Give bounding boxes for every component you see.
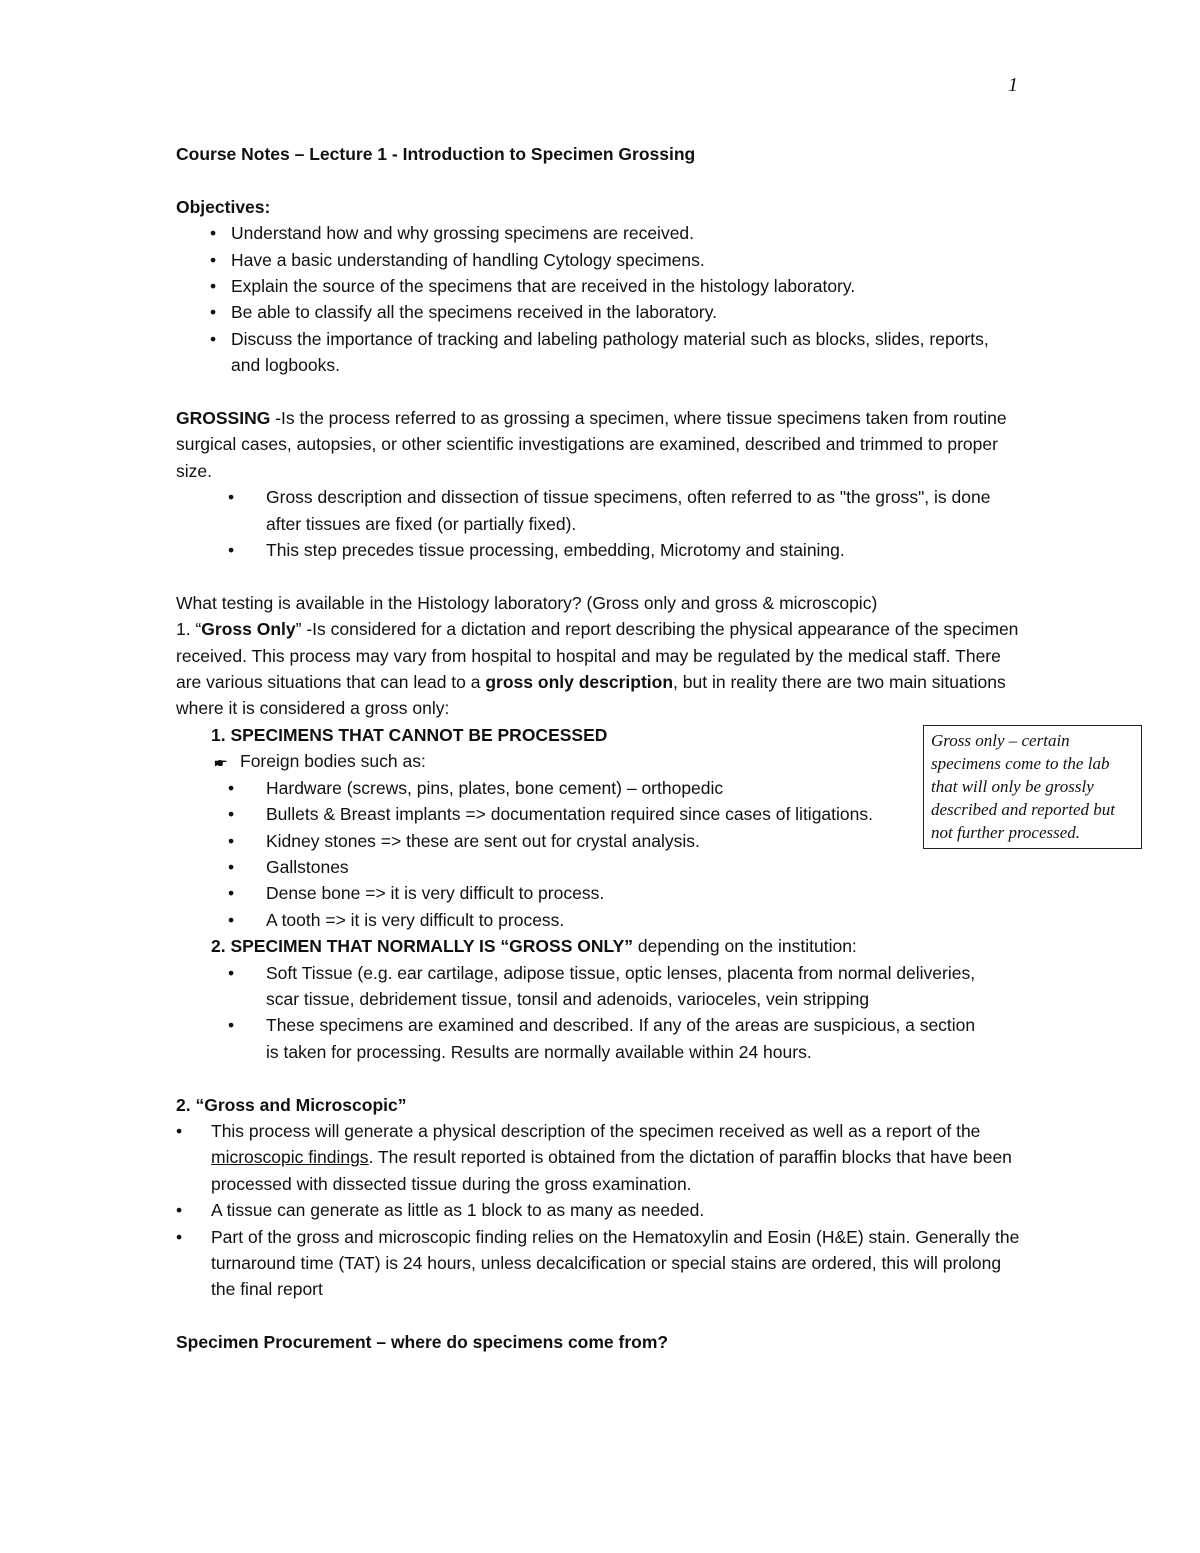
list-item: • This step precedes tissue processing, embedding, Microtomy and staining. — [176, 537, 1026, 563]
gross-micro-list — [176, 1118, 1021, 1303]
list-item: • A tissue can generate as little as 1 block to as many as needed. — [176, 1197, 1021, 1223]
list-item: • Hardware (screws, pins, plates, bone cement) – orthopedic — [176, 775, 876, 801]
document-body — [176, 141, 1026, 1356]
bullet-icon: • — [228, 804, 235, 825]
microscopic-findings-link: microscopic findings — [211, 1147, 369, 1168]
gross-only-paragraph: 1. “Gross Only” -Is considered for a dictation and report describing the physical appearance of the specimen received. This process may vary from hospital to hospital and may be regulated by the medical staff. There are various situations that can lead to a gross only description, but in reality there are two main situations where it is considered a gross only: — [176, 619, 1019, 719]
bullet-icon: • — [176, 1200, 183, 1221]
list-item: • Gallstones — [176, 854, 876, 880]
procurement-heading: Specimen Procurement – where do specimens come from? — [176, 1332, 669, 1353]
list-item: • Explain the source of the specimens that are received in the histology laboratory. — [176, 273, 1026, 299]
bullet-icon: • — [210, 328, 217, 349]
bullet-icon: • — [228, 909, 235, 930]
list-item: • This process will generate a physical description of the specimen received as well as a report of the microscopic findings. The result reported is obtained from the dictation of paraffin blocks that have been processed with dissected tissue during the gross examination. — [176, 1118, 1021, 1197]
list-item: • Understand how and why grossing specimens are received. — [176, 220, 1026, 246]
bullet-icon: • — [228, 830, 235, 851]
list-item: • Bullets & Breast implants => documentation required since cases of litigations. — [176, 801, 876, 827]
objectives-list — [176, 220, 1026, 378]
pointing-hand-icon: 🖝 — [214, 751, 227, 772]
bullet-icon: • — [228, 487, 235, 508]
bullet-icon: • — [210, 302, 217, 323]
list-item: • Soft Tissue (e.g. ear cartilage, adipose tissue, optic lenses, placenta from normal deliveries, scar tissue, debridement tissue, tonsil and adenoids, varioceles, vein stripping — [176, 960, 991, 1013]
list-item: • Gross description and dissection of tissue specimens, often referred to as "the gross", is done after tissues are fixed (or partially fixed). — [176, 484, 1026, 537]
list-item: • Be able to classify all the specimens received in the laboratory. — [176, 299, 1026, 325]
list-item: • These specimens are examined and described. If any of the areas are suspicious, a section is taken for processing. Results are normally available within 24 hours. — [176, 1012, 991, 1065]
bullet-icon: • — [228, 856, 235, 877]
bullet-icon: • — [228, 962, 235, 983]
bullet-icon: • — [228, 540, 235, 561]
bullet-icon: • — [210, 223, 217, 244]
grossing-list — [176, 484, 1026, 563]
page-title: Course Notes – Lecture 1 - Introduction to Specimen Grossing — [176, 144, 696, 164]
bullet-icon: • — [176, 1120, 183, 1141]
objectives-heading: Objectives: — [176, 196, 271, 217]
list-item: • Have a basic understanding of handling Cytology specimens. — [176, 247, 1026, 273]
testing-question: What testing is available in the Histology laboratory? (Gross only and gross & microscopic) — [176, 592, 878, 613]
sub1-list — [176, 775, 876, 933]
page-number: 1 — [1008, 74, 1018, 96]
sub2-list — [176, 960, 991, 1066]
list-item: • A tooth => it is very difficult to process. — [176, 907, 876, 933]
sub2-heading: 2. SPECIMEN THAT NORMALLY IS “GROSS ONLY” depending on the institution: — [211, 936, 857, 957]
foreign-bodies-item: 🖝 Foreign bodies such as: — [176, 748, 1026, 774]
bullet-icon: • — [228, 883, 235, 904]
bullet-icon: • — [228, 1015, 235, 1036]
side-note-box: Gross only – certain specimens come to the lab that will only be grossly described and reported but not further processed. — [923, 725, 1142, 849]
gross-micro-heading: 2. “Gross and Microscopic” — [176, 1094, 407, 1115]
list-item: • Part of the gross and microscopic finding relies on the Hematoxylin and Eosin (H&E) stain. Generally the turnaround time (TAT) is 24 hours, unless decalcification or special stains are ordered, this will prolong the final report — [176, 1224, 1021, 1303]
list-item: • Discuss the importance of tracking and labeling pathology material such as blocks, slides, reports, and logbooks. — [176, 326, 1026, 379]
list-item: • Kidney stones => these are sent out for crystal analysis. — [176, 828, 876, 854]
bullet-icon: • — [210, 276, 217, 297]
sub1-heading: 1. SPECIMENS THAT CANNOT BE PROCESSED — [211, 724, 608, 745]
bullet-icon: • — [176, 1226, 183, 1247]
bullet-icon: • — [210, 249, 217, 270]
bullet-icon: • — [228, 777, 235, 798]
list-item: • Dense bone => it is very difficult to process. — [176, 880, 876, 906]
grossing-definition: GROSSING -Is the process referred to as grossing a specimen, where tissue specimens taken from routine surgical cases, autopsies, or other scientific investigations are examined, described and trimmed to proper size. — [176, 408, 1007, 481]
